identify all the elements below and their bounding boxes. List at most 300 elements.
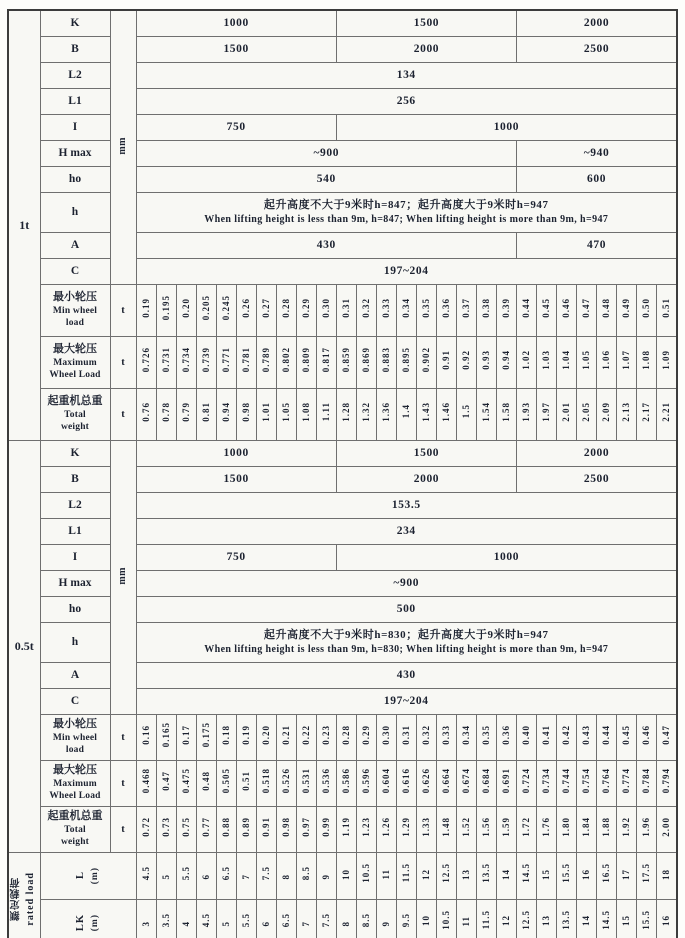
value-cell <box>216 760 236 806</box>
cell-value: 17.5 <box>641 863 652 883</box>
value-cell <box>376 852 396 899</box>
value-cell <box>517 852 537 899</box>
unit-mm-label <box>110 440 136 714</box>
value-cell <box>276 806 296 852</box>
cell-value: 1.46 <box>440 401 451 422</box>
cell-value: 0.789 <box>260 346 271 373</box>
param-label-ho: ho <box>40 166 110 192</box>
value-cell <box>497 899 517 938</box>
cell-value: 0.89 <box>240 816 251 837</box>
value-cell <box>396 388 416 440</box>
value-cell <box>457 336 477 388</box>
value-cell <box>396 806 416 852</box>
span-label-l <box>40 852 136 899</box>
cell-value: 1.07 <box>621 349 632 370</box>
cell-value: 14.5 <box>521 863 532 883</box>
param-label-h: h <box>40 192 110 232</box>
value-cell <box>196 284 216 336</box>
cell-value: 0.475 <box>180 767 191 794</box>
value-cell <box>156 336 176 388</box>
cell-value: 5.5 <box>240 912 251 927</box>
cell-value: 0.869 <box>360 346 371 373</box>
cell-value: 0.664 <box>440 767 451 794</box>
value-cell <box>637 806 657 852</box>
cell-value: 1.52 <box>461 816 472 837</box>
span-label-lk <box>40 899 136 938</box>
cell-value: 1.32 <box>360 401 371 422</box>
value-cell <box>296 760 316 806</box>
cell-value: 0.28 <box>280 297 291 318</box>
cell-value: 0.73 <box>160 816 171 837</box>
label-en: weight <box>60 837 90 848</box>
cell-value: 1.56 <box>481 816 492 837</box>
value-cell <box>457 284 477 336</box>
dim-value-cell-i: 750 <box>136 114 336 140</box>
rated-load-en: rated load <box>25 871 37 926</box>
cell-value: 13.5 <box>561 909 572 930</box>
cell-value: 16.5 <box>601 863 612 883</box>
dim-value-cell-b: 1500 <box>136 466 336 492</box>
value-cell <box>637 388 657 440</box>
cell-value: 0.817 <box>320 346 331 373</box>
cell-value: 1.5 <box>461 404 472 419</box>
cell-value: 12 <box>420 868 431 880</box>
cell-value: 0.764 <box>601 767 612 794</box>
cell-value: 10.5 <box>440 909 451 930</box>
value-cell <box>156 760 176 806</box>
cell-value: 1.26 <box>380 816 391 837</box>
value-cell <box>136 284 156 336</box>
cell-value: 0.34 <box>461 724 472 745</box>
cell-value: 0.30 <box>380 724 391 745</box>
value-cell <box>537 336 557 388</box>
value-cell <box>497 714 517 760</box>
param-label-k: K <box>40 10 110 36</box>
unit-mm-label <box>110 10 136 284</box>
cell-value: 6.5 <box>220 865 231 881</box>
value-cell <box>316 760 336 806</box>
load-class-label-1t: 1t <box>8 10 40 440</box>
cell-value: 1.84 <box>581 816 592 837</box>
value-cell <box>196 899 216 938</box>
cell-value: 0.93 <box>481 349 492 370</box>
cell-value: 0.76 <box>140 401 151 422</box>
cell-value: 0.20 <box>180 297 191 318</box>
cell-value: 0.616 <box>400 767 411 794</box>
cell-value: 0.47 <box>661 724 672 745</box>
value-cell <box>657 852 677 899</box>
cell-value: 1.03 <box>541 349 552 370</box>
value-cell <box>376 760 396 806</box>
value-cell <box>657 899 677 938</box>
lifting-height-note-en: When lifting height is less than 9m, h=830; When lifting height is more than 9m, h=947 <box>204 644 609 656</box>
label-en: load <box>65 318 85 329</box>
label-en: load <box>65 745 85 756</box>
cell-value: 8 <box>280 874 291 880</box>
cell-value: 0.23 <box>320 724 331 745</box>
label-en: Maximum <box>53 778 97 789</box>
cell-value: 0.586 <box>340 767 351 794</box>
cell-value: 0.809 <box>300 346 311 373</box>
cell-value: 0.78 <box>160 401 171 422</box>
cell-value: 15.5 <box>561 863 572 883</box>
value-cell <box>617 388 637 440</box>
value-cell <box>236 336 256 388</box>
value-cell <box>156 806 176 852</box>
dim-value-cell-l1: 234 <box>136 518 677 544</box>
value-cell <box>477 899 497 938</box>
cell-value: 0.33 <box>440 724 451 745</box>
value-cell <box>577 388 597 440</box>
span-label-vertical-text <box>41 867 136 884</box>
value-cell <box>196 760 216 806</box>
dim-value-cell-l2: 134 <box>136 62 677 88</box>
value-cell <box>336 899 356 938</box>
cell-value: 0.19 <box>140 297 151 318</box>
cell-value: 0.33 <box>380 297 391 318</box>
value-cell <box>457 714 477 760</box>
unit-mm-text: mm <box>117 136 128 155</box>
cell-value: 0.32 <box>420 724 431 745</box>
param-label-total-weight <box>40 388 110 440</box>
cell-value: 4 <box>180 920 191 927</box>
value-cell <box>276 336 296 388</box>
value-cell <box>617 714 637 760</box>
cell-value: 0.94 <box>220 401 231 422</box>
cell-value: 0.36 <box>440 297 451 318</box>
cell-value: 0.794 <box>661 767 672 794</box>
span-label-vertical-text <box>41 914 136 931</box>
value-cell <box>637 852 657 899</box>
value-cell <box>276 388 296 440</box>
value-cell <box>477 852 497 899</box>
cell-value: 1.88 <box>601 816 612 837</box>
cell-value: 0.37 <box>461 297 472 318</box>
cell-value: 1.28 <box>340 401 351 422</box>
label-zh: 最大轮压 <box>53 763 97 776</box>
cell-value: 1.23 <box>360 816 371 837</box>
cell-value: 0.31 <box>340 297 351 318</box>
value-cell <box>597 388 617 440</box>
cell-value: 0.20 <box>260 724 271 745</box>
cell-value: 0.36 <box>501 724 512 745</box>
cell-value: 15.5 <box>641 909 652 930</box>
cell-value: 15 <box>541 868 552 880</box>
param-label-a: A <box>40 662 110 688</box>
cell-value: 0.49 <box>621 297 632 318</box>
label-zh: 最小轮压 <box>53 290 97 303</box>
cell-value: 0.51 <box>240 770 251 791</box>
cell-value: 8.5 <box>360 912 371 927</box>
value-cell <box>356 714 376 760</box>
cell-value: 0.38 <box>481 297 492 318</box>
param-label-maximum-wheel-load <box>40 760 110 806</box>
cell-value: 0.195 <box>160 294 171 321</box>
cell-value: 11 <box>380 868 391 880</box>
cell-value: 0.45 <box>621 724 632 745</box>
cell-value: 15 <box>621 915 632 927</box>
cell-value: 0.28 <box>340 724 351 745</box>
cell-value: 0.46 <box>641 724 652 745</box>
cell-value: 0.40 <box>521 724 532 745</box>
cell-value: 7 <box>300 920 311 927</box>
rated-load-zh: 额定载荷 <box>11 876 23 921</box>
label-en: Wheel Load <box>49 370 101 381</box>
cell-value: 0.88 <box>220 816 231 837</box>
dim-value-cell-i: 1000 <box>336 114 677 140</box>
cell-value: 0.468 <box>140 767 151 794</box>
cell-value: 0.50 <box>641 297 652 318</box>
cell-value: 0.41 <box>541 724 552 745</box>
value-cell <box>276 852 296 899</box>
value-cell <box>577 899 597 938</box>
value-cell <box>236 714 256 760</box>
dim-value-cell-ho: 540 <box>136 166 517 192</box>
value-cell <box>296 899 316 938</box>
cell-value: 10.5 <box>360 863 371 883</box>
cell-value: 17 <box>621 868 632 880</box>
value-cell <box>477 336 497 388</box>
value-cell <box>256 284 276 336</box>
dim-value-cell-h-max: ~940 <box>517 140 677 166</box>
cell-value: 0.31 <box>400 724 411 745</box>
label-en: Maximum <box>53 357 97 368</box>
dim-value-cell-l2: 153.5 <box>136 492 677 518</box>
param-label-maximum-wheel-load <box>40 336 110 388</box>
value-cell <box>356 806 376 852</box>
param-label-l2: L2 <box>40 492 110 518</box>
span-label-text: LK <box>75 913 86 931</box>
label-en: Min wheel <box>52 732 98 743</box>
unit-t-label: t <box>110 336 136 388</box>
value-cell <box>617 284 637 336</box>
cell-value: 16 <box>581 868 592 880</box>
value-cell <box>517 806 537 852</box>
value-cell <box>336 714 356 760</box>
dim-value-cell-h <box>136 622 677 662</box>
cell-value: 0.526 <box>280 767 291 794</box>
cell-value: 1.33 <box>420 816 431 837</box>
cell-value: 1.93 <box>521 401 532 422</box>
dim-value-cell-a: 430 <box>136 662 677 688</box>
value-cell <box>176 284 196 336</box>
value-cell <box>457 899 477 938</box>
cell-value: 18 <box>661 868 672 880</box>
cell-value: 0.47 <box>581 297 592 318</box>
cell-value: 0.39 <box>501 297 512 318</box>
unit-t-label: t <box>110 388 136 440</box>
cell-value: 0.505 <box>220 767 231 794</box>
cell-value: 12 <box>501 915 512 927</box>
value-cell <box>216 336 236 388</box>
dim-value-cell-b: 2500 <box>517 36 677 62</box>
value-cell <box>416 284 436 336</box>
value-cell <box>436 760 456 806</box>
param-label-min-wheel-load <box>40 284 110 336</box>
value-cell <box>316 852 336 899</box>
value-cell <box>497 852 517 899</box>
value-cell <box>537 852 557 899</box>
value-cell <box>597 284 617 336</box>
cell-value: 0.77 <box>200 816 211 837</box>
cell-value: 0.22 <box>300 724 311 745</box>
value-cell <box>216 388 236 440</box>
value-cell <box>557 284 577 336</box>
value-cell <box>256 760 276 806</box>
cell-value: 1.76 <box>541 816 552 837</box>
cell-value: 1.08 <box>641 349 652 370</box>
dim-value-cell-k: 1000 <box>136 440 336 466</box>
value-cell <box>477 284 497 336</box>
value-cell <box>416 852 436 899</box>
value-cell <box>336 388 356 440</box>
value-cell <box>376 388 396 440</box>
param-label-total-weight <box>40 806 110 852</box>
cell-value: 0.81 <box>200 401 211 422</box>
cell-value: 0.44 <box>521 297 532 318</box>
dim-value-cell-k: 2000 <box>517 440 677 466</box>
cell-value: 4.5 <box>200 912 211 927</box>
cell-value: 0.674 <box>461 767 472 794</box>
unit-t-label: t <box>110 760 136 806</box>
value-cell <box>477 806 497 852</box>
label-zh: 起重机总重 <box>47 809 103 822</box>
value-cell <box>597 336 617 388</box>
cell-value: 0.734 <box>180 346 191 373</box>
param-label-h-max: H max <box>40 570 110 596</box>
cell-value: 5 <box>220 920 231 927</box>
value-cell <box>517 760 537 806</box>
value-cell <box>657 806 677 852</box>
value-cell <box>577 852 597 899</box>
value-cell <box>597 806 617 852</box>
cell-value: 0.98 <box>280 816 291 837</box>
cell-value: 0.75 <box>180 816 191 837</box>
label-zh: 起重机总重 <box>47 394 103 407</box>
cell-value: 0.47 <box>160 770 171 791</box>
value-cell <box>256 714 276 760</box>
value-cell <box>256 336 276 388</box>
cell-value: 1.08 <box>300 401 311 422</box>
dim-value-cell-l1: 256 <box>136 88 677 114</box>
value-cell <box>296 806 316 852</box>
value-cell <box>296 336 316 388</box>
value-cell <box>316 336 336 388</box>
cell-value: 10 <box>420 915 431 927</box>
rated-load-header <box>8 852 40 938</box>
value-cell <box>416 806 436 852</box>
dim-value-cell-k: 1000 <box>136 10 336 36</box>
cell-value: 4.5 <box>140 865 151 881</box>
value-cell <box>537 899 557 938</box>
cell-value: 1.72 <box>521 816 532 837</box>
cell-value: 1.92 <box>621 816 632 837</box>
value-cell <box>637 336 657 388</box>
cell-value: 0.175 <box>200 721 211 748</box>
dim-value-cell-b: 2500 <box>517 466 677 492</box>
value-cell <box>156 284 176 336</box>
dim-value-cell-k: 1500 <box>336 440 516 466</box>
value-cell <box>416 336 436 388</box>
value-cell <box>637 899 657 938</box>
value-cell <box>617 852 637 899</box>
cell-value: 0.99 <box>320 816 331 837</box>
cell-value: 1.96 <box>641 816 652 837</box>
value-cell <box>396 336 416 388</box>
cell-value: 0.72 <box>140 816 151 837</box>
cell-value: 13 <box>541 915 552 927</box>
cell-value: 0.731 <box>160 346 171 373</box>
cell-value: 1.80 <box>561 816 572 837</box>
param-label-i: I <box>40 114 110 140</box>
cell-value: 0.91 <box>440 349 451 370</box>
value-cell <box>176 388 196 440</box>
value-cell <box>356 852 376 899</box>
cell-value: 0.596 <box>360 767 371 794</box>
value-cell <box>336 284 356 336</box>
cell-value: 3 <box>140 920 151 927</box>
dim-value-cell-k: 1500 <box>336 10 516 36</box>
cell-value: 11.5 <box>481 910 492 930</box>
value-cell <box>577 806 597 852</box>
value-cell <box>176 714 196 760</box>
value-cell <box>517 336 537 388</box>
cell-value: 1.05 <box>581 349 592 370</box>
value-cell <box>517 714 537 760</box>
value-cell <box>597 760 617 806</box>
value-cell <box>436 714 456 760</box>
cell-value: 0.94 <box>501 349 512 370</box>
crane-spec-table <box>7 9 678 938</box>
value-cell <box>497 806 517 852</box>
value-cell <box>176 806 196 852</box>
cell-value: 12.5 <box>440 863 451 883</box>
value-cell <box>477 388 497 440</box>
cell-value: 1.05 <box>280 401 291 422</box>
dim-value-cell-i: 750 <box>136 544 336 570</box>
value-cell <box>396 284 416 336</box>
dim-value-cell-ho: 600 <box>517 166 677 192</box>
param-label-h: h <box>40 622 110 662</box>
cell-value: 0.774 <box>621 767 632 794</box>
cell-value: 0.27 <box>260 297 271 318</box>
value-cell <box>156 714 176 760</box>
label-zh: 最大轮压 <box>53 342 97 355</box>
value-cell <box>436 806 456 852</box>
cell-value: 8.5 <box>300 865 311 881</box>
value-cell <box>236 899 256 938</box>
value-cell <box>216 714 236 760</box>
lifting-height-note-zh: 起升高度不大于9米时h=847；起升高度大于9米时h=947 <box>263 198 549 211</box>
cell-value: 9 <box>320 874 331 880</box>
value-cell <box>457 760 477 806</box>
rated-load-vertical-text <box>9 872 40 926</box>
cell-value: 1.4 <box>400 404 411 419</box>
cell-value: 0.802 <box>280 346 291 373</box>
cell-value: 2.05 <box>581 401 592 422</box>
param-label-c: C <box>40 688 110 714</box>
value-cell <box>176 336 196 388</box>
cell-value: 3.5 <box>160 912 171 927</box>
cell-value: 0.902 <box>420 346 431 373</box>
dim-value-cell-a: 430 <box>136 232 517 258</box>
cell-value: 2.17 <box>641 401 652 422</box>
value-cell <box>517 284 537 336</box>
cell-value: 6 <box>260 920 271 927</box>
value-cell <box>396 714 416 760</box>
cell-value: 2.09 <box>601 401 612 422</box>
value-cell <box>256 806 276 852</box>
